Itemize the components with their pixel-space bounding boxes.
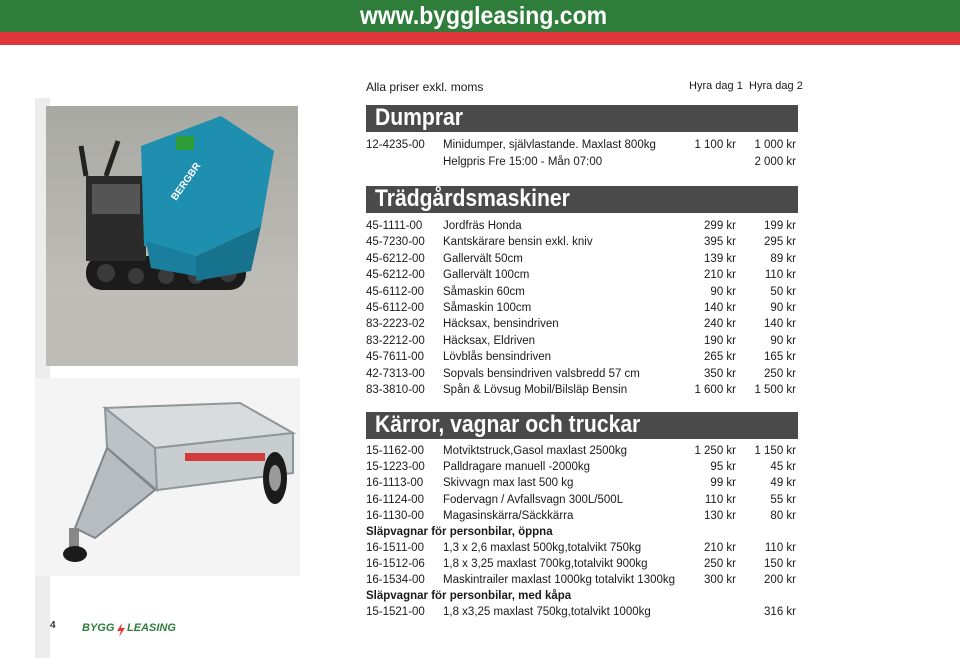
price-day2: 89 kr — [770, 252, 796, 265]
price-day2: 2 000 kr — [754, 155, 796, 168]
item-code: 12-4235-00 — [366, 139, 425, 151]
price-row — [366, 572, 798, 588]
subhead-covered-trailers: Släpvagnar för personbilar, med kåpa — [366, 590, 572, 602]
price-day1: 1 600 kr — [694, 384, 736, 396]
section-bar-dumprar — [366, 105, 798, 132]
item-description: Maskintrailer maxlast 1000kg totalvikt 1300kg — [443, 574, 676, 587]
item-description: Magasinskärra/Säckkärra — [443, 509, 574, 522]
item-code: 16-1113-00 — [366, 477, 424, 490]
price-day2: 150 kr — [764, 558, 796, 571]
logo-mark-icon — [116, 623, 126, 637]
item-description: Helgpris Fre 15:00 - Mån 07:00 — [443, 155, 603, 168]
price-row — [366, 234, 798, 250]
price-day2: 250 kr — [764, 367, 796, 380]
item-code: 16-1124-00 — [366, 493, 424, 506]
price-row — [366, 333, 798, 349]
item-code: 45-6112-00 — [366, 285, 424, 298]
price-day2: 90 kr — [770, 302, 796, 314]
item-code: 16-1511-00 — [366, 542, 424, 554]
price-row — [366, 508, 798, 524]
price-day2: 316 kr — [764, 606, 796, 618]
price-row — [366, 267, 798, 283]
section-title-karror: Kärror, vagnar och truckar — [375, 411, 641, 438]
item-code: 45-6212-00 — [366, 252, 425, 265]
item-description: Minidumper, självlastande. Maxlast 800kg — [443, 139, 656, 151]
price-day1: 99 kr — [710, 477, 736, 490]
item-description: Motviktstruck,Gasol maxlast 2500kg — [443, 445, 628, 457]
item-code: 45-7230-00 — [366, 236, 425, 249]
price-day1: 1 100 kr — [694, 139, 736, 151]
price-day1: 90 kr — [710, 285, 736, 298]
item-description: 1,8 x 3,25 maxlast 700kg,totalvikt 900kg — [443, 558, 648, 571]
item-code: 83-2212-00 — [366, 334, 425, 347]
price-day2: 110 kr — [764, 269, 796, 282]
price-row — [366, 316, 798, 332]
price-row — [366, 218, 798, 234]
price-row — [366, 492, 798, 508]
svg-text:BERGBR: BERGBR — [169, 160, 204, 203]
item-description: Skivvagn max last 500 kg — [443, 477, 574, 490]
item-description: Häcksax, Eldriven — [443, 334, 536, 347]
price-day2: 1 000 kr — [754, 139, 796, 151]
price-day2: 295 kr — [764, 236, 796, 249]
item-description: Gallervält 50cm — [443, 252, 523, 265]
price-day2: 1 500 kr — [754, 384, 796, 396]
price-row — [366, 300, 798, 316]
column-head-day1: Hyra dag 1 — [689, 80, 743, 92]
item-code: 42-7313-00 — [366, 367, 425, 380]
item-code: 16-1130-00 — [366, 509, 424, 522]
price-day2: 200 kr — [764, 574, 796, 587]
price-day1: 110 kr — [704, 493, 736, 506]
price-row — [366, 443, 798, 459]
price-day2: 1 150 kr — [754, 445, 796, 457]
site-url[interactable]: www.byggleasing.com — [360, 2, 608, 30]
price-row — [366, 382, 798, 398]
price-day1: 299 kr — [704, 220, 736, 232]
section-bar-tradgardsmaskiner — [366, 186, 798, 213]
price-day2: 55 kr — [770, 493, 796, 506]
item-code: 45-1111-00 — [366, 220, 423, 232]
item-code: 15-1521-00 — [366, 606, 425, 618]
minidumper-photo — [46, 106, 298, 366]
price-day1: 95 kr — [710, 461, 736, 474]
price-row — [366, 349, 798, 365]
item-description: Kantskärare bensin exkl. kniv — [443, 236, 593, 249]
price-day2: 49 kr — [770, 477, 796, 490]
price-day1: 139 kr — [704, 252, 736, 265]
section-title-dumprar: Dumprar — [375, 104, 464, 131]
price-day2: 165 kr — [764, 351, 796, 364]
item-code: 15-1162-00 — [366, 445, 424, 457]
price-day1: 240 kr — [704, 318, 736, 331]
price-day1: 265 kr — [704, 351, 736, 364]
trailer-photo — [35, 378, 300, 576]
price-row — [366, 459, 798, 475]
item-code: 83-2223-02 — [366, 318, 425, 331]
item-description: 1,3 x 2,6 maxlast 500kg,totalvikt 750kg — [443, 542, 642, 554]
logo-text-left: BYGG — [82, 622, 115, 634]
price-day1: 190 kr — [704, 334, 736, 347]
price-day1: 395 kr — [704, 236, 736, 249]
price-note: Alla priser exkl. moms — [366, 80, 484, 94]
item-code: 15-1223-00 — [366, 461, 425, 474]
price-row — [366, 540, 798, 556]
price-day1: 300 kr — [704, 574, 736, 587]
header-red-stripe — [0, 32, 960, 45]
price-day2: 80 kr — [770, 509, 796, 522]
price-row — [366, 475, 798, 491]
item-code: 83-3810-00 — [366, 384, 425, 396]
price-row — [366, 604, 798, 620]
price-day2: 199 kr — [764, 220, 796, 232]
price-row — [366, 154, 798, 170]
item-description: Såmaskin 60cm — [443, 285, 525, 298]
price-day1: 210 kr — [704, 269, 736, 282]
logo-text-right: LEASING — [127, 622, 176, 634]
item-code: 16-1534-00 — [366, 574, 425, 587]
section-title-tradgardsmaskiner: Trädgårdsmaskiner — [375, 185, 570, 212]
price-row — [366, 556, 798, 572]
price-row — [366, 251, 798, 267]
byggleasing-logo[interactable] — [82, 622, 174, 638]
item-description: Sopvals bensindriven valsbredd 57 cm — [443, 367, 640, 380]
item-code: 45-7611-00 — [366, 351, 424, 364]
item-code: 45-6212-00 — [366, 269, 425, 282]
item-code: 16-1512-06 — [366, 558, 425, 571]
price-day2: 90 kr — [770, 334, 796, 347]
price-day1: 130 kr — [704, 509, 736, 522]
price-day1: 210 kr — [704, 542, 736, 554]
price-day2: 45 kr — [770, 461, 796, 474]
column-head-day2: Hyra dag 2 — [749, 80, 803, 92]
item-description: Gallervält 100cm — [443, 269, 530, 282]
price-row — [366, 284, 798, 300]
item-description: Jordfräs Honda — [443, 220, 522, 232]
item-description: Såmaskin 100cm — [443, 302, 532, 314]
page-number: 4 — [50, 620, 56, 631]
item-description: 1,8 x3,25 maxlast 750kg,totalvikt 1000kg — [443, 606, 651, 618]
section-bar-karror — [366, 412, 798, 439]
price-day1: 250 kr — [704, 558, 736, 571]
price-day2: 50 kr — [770, 285, 796, 298]
item-description: Fodervagn / Avfallsvagn 300L/500L — [443, 493, 624, 506]
price-day2: 140 kr — [764, 318, 796, 331]
subhead-open-trailers: Släpvagnar för personbilar, öppna — [366, 526, 553, 538]
price-day1: 140 kr — [704, 302, 736, 314]
price-day1: 350 kr — [704, 367, 736, 380]
item-description: Lövblås bensindriven — [443, 351, 552, 364]
item-description: Häcksax, bensindriven — [443, 318, 559, 331]
price-day1: 1 250 kr — [694, 445, 736, 457]
item-description: Spån & Lövsug Mobil/Bilsläp Bensin — [443, 384, 628, 396]
price-row — [366, 366, 798, 382]
price-day2: 110 kr — [764, 542, 796, 554]
item-description: Palldragare manuell -2000kg — [443, 461, 591, 474]
price-row — [366, 137, 798, 153]
item-code: 45-6112-00 — [366, 302, 424, 314]
